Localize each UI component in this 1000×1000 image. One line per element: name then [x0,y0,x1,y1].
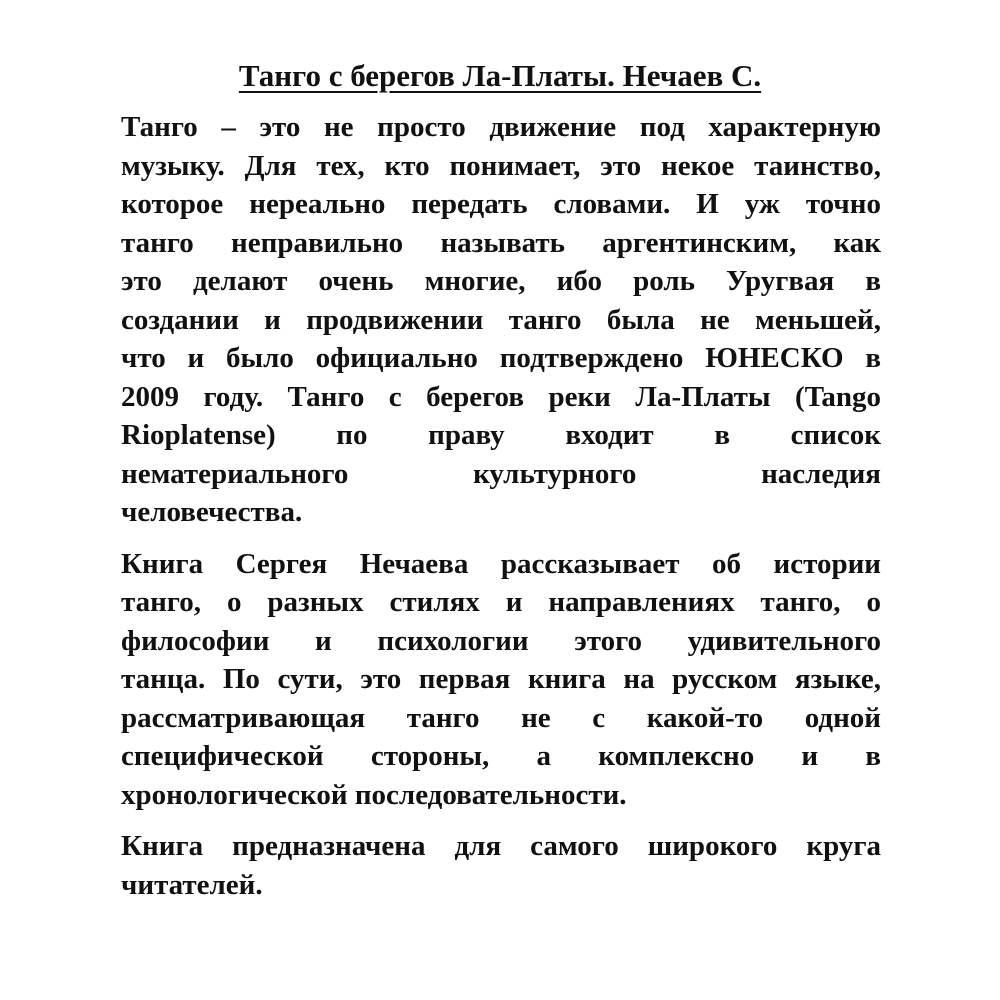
text-line: создании и продвижении танго была не меньшей, [121,303,881,336]
paragraph-3 [121,827,881,904]
text-line: рассматривающая танго не с какой-то одной [121,701,881,734]
title-text: Танго с берегов Ла-Платы. Нечаев С. [238,58,762,93]
text-line: музыку. Для тех, кто понимает, это некое таинство, [121,149,881,182]
text-line: философии и психологии этого удивительного [121,624,881,657]
text-line: это делают очень многие, ибо роль Уругвая в [121,265,881,297]
text-line: 2009 году. Танго с берегов реки Ла-Платы (Tango [121,380,881,413]
text-line: танго, о разных стилях и направлениях танго, о [121,586,881,618]
paragraph-2 [121,545,881,815]
text-line: Rioplatense) по праву входит в список [121,419,881,451]
text-line: Книга Сергея Нечаева рассказывает об истории [121,547,881,580]
text-line: Книга предназначена для самого широкого круга [121,830,881,862]
document-title [0,56,1000,96]
text-line: танго неправильно называть аргентинским, как [121,226,881,259]
text-line: которое нереально передать словами. И уж точно [121,188,881,220]
document-body [121,108,881,917]
text-line: специфической стороны, а комплексно и в [121,740,881,772]
paragraph-1 [121,108,881,532]
text-line: что и было официально подтверждено ЮНЕСКО в [121,342,881,374]
text-line: танца. По сути, это первая книга на русском языке, [121,663,881,695]
text-line: нематериального культурного наследия [121,457,881,490]
text-line: Танго – это не просто движение под характерную [121,111,881,143]
text-line: хронологической последовательности. [121,778,627,811]
text-line: человечества. [121,496,303,528]
text-line: читателей. [121,868,263,901]
